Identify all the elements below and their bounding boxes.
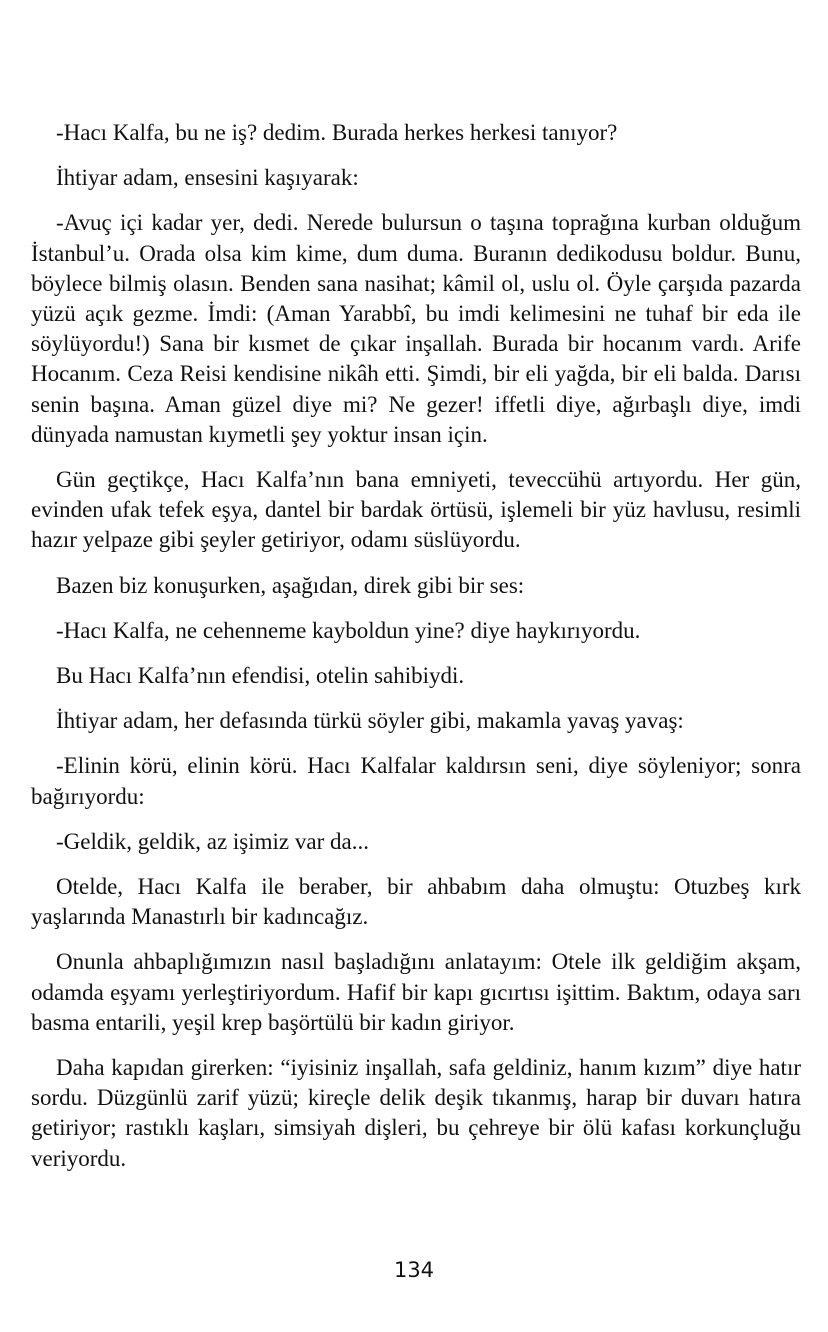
page-body bbox=[31, 118, 801, 1189]
paragraph-6: -Hacı Kalfa, ne cehenneme kayboldun yine? diye haykırıyordu. bbox=[56, 617, 641, 643]
paragraph-5: Bazen biz konuşurken, aşağıdan, direk gibi bir ses: bbox=[56, 572, 525, 598]
paragraph-4: Gün geçtikçe, Hacı Kalfa’nın bana emniyeti, teveccühü artıyordu. Her gün, evinden ufak tefek eşya, dantel bir bardak örtüsü, işlemeli bir yüz havlusu, resimli hazır yelpaze gibi şeyler getiriyor, odamı süslüyordu. bbox=[31, 467, 801, 553]
paragraph-1: -Hacı Kalfa, bu ne iş? dedim. Burada herkes herkesi tanıyor? bbox=[56, 120, 618, 145]
paragraph-9: -Elinin körü, elinin körü. Hacı Kalfalar kaldırsın seni, diye söyleniyor; sonra bağırıyordu: bbox=[31, 753, 801, 809]
paragraph-10: -Geldik, geldik, az işimiz var da... bbox=[56, 828, 369, 854]
paragraph-11: Otelde, Hacı Kalfa ile beraber, bir ahbabım daha olmuştu: Otuzbeş kırk yaşlarında Manastırlı bir kadıncağız. bbox=[31, 874, 801, 930]
paragraph-7: Bu Hacı Kalfa’nın efendisi, otelin sahibiydi. bbox=[56, 663, 465, 689]
page-number: 134 bbox=[393, 1258, 435, 1282]
paragraph-12: Onunla ahbaplığımızın nasıl başladığını anlatayım: Otele ilk geldiğim akşam, odamda eşyamı yerleştiriyordum. Hafif bir kapı gıcırtısı işittim. Baktım, odaya sarı basma entarili, yeşil krep başörtülü bir kadın giriyor. bbox=[31, 949, 801, 1035]
paragraph-2: İhtiyar adam, ensesini kaşıyarak: bbox=[56, 165, 359, 191]
paragraph-8: İhtiyar adam, her defasında türkü söyler gibi, makamla yavaş yavaş: bbox=[56, 708, 684, 734]
paragraph-3: -Avuç içi kadar yer, dedi. Nerede bulursun o taşına toprağına kurban olduğum İstanbul’u. Orada olsa kim kime, dum duma. Buranın dedikodusu boldur. Bunu, böylece bilmiş olasın. Benden sana nasihat; kâmil ol, uslu ol. Öyle çarşıda pazarda yüzü açık gezme. İmdi: (Aman Yarabbî, bu imdi kelimesini ne tuhaf bir eda ile söylüyordu!) Sana bir kısmet de çıkar inşallah. Burada bir hocanım vardı. Arife Hocanım. Ceza Reisi kendisine nikâh etti. Şimdi, bir eli yağda, bir eli balda. Darısı senin başına. Aman güzel diye mi? Ne gezer! iffetli diye, ağırbaşlı diye, imdi dünyada namustan kıymetli şey yoktur insan için. bbox=[31, 210, 801, 447]
paragraph-13: Daha kapıdan girerken: “iyisiniz inşallah, safa geldiniz, hanım kızım” diye hatır sordu. Düzgünlü zarif yüzü; kireçle delik deşik tıkanmış, harap bir duvarı hatıra getiriyor; rastıklı kaşları, simsiyah dişleri, bu çehreye bir ölü kafası korkunçluğu veriyordu. bbox=[31, 1055, 801, 1171]
